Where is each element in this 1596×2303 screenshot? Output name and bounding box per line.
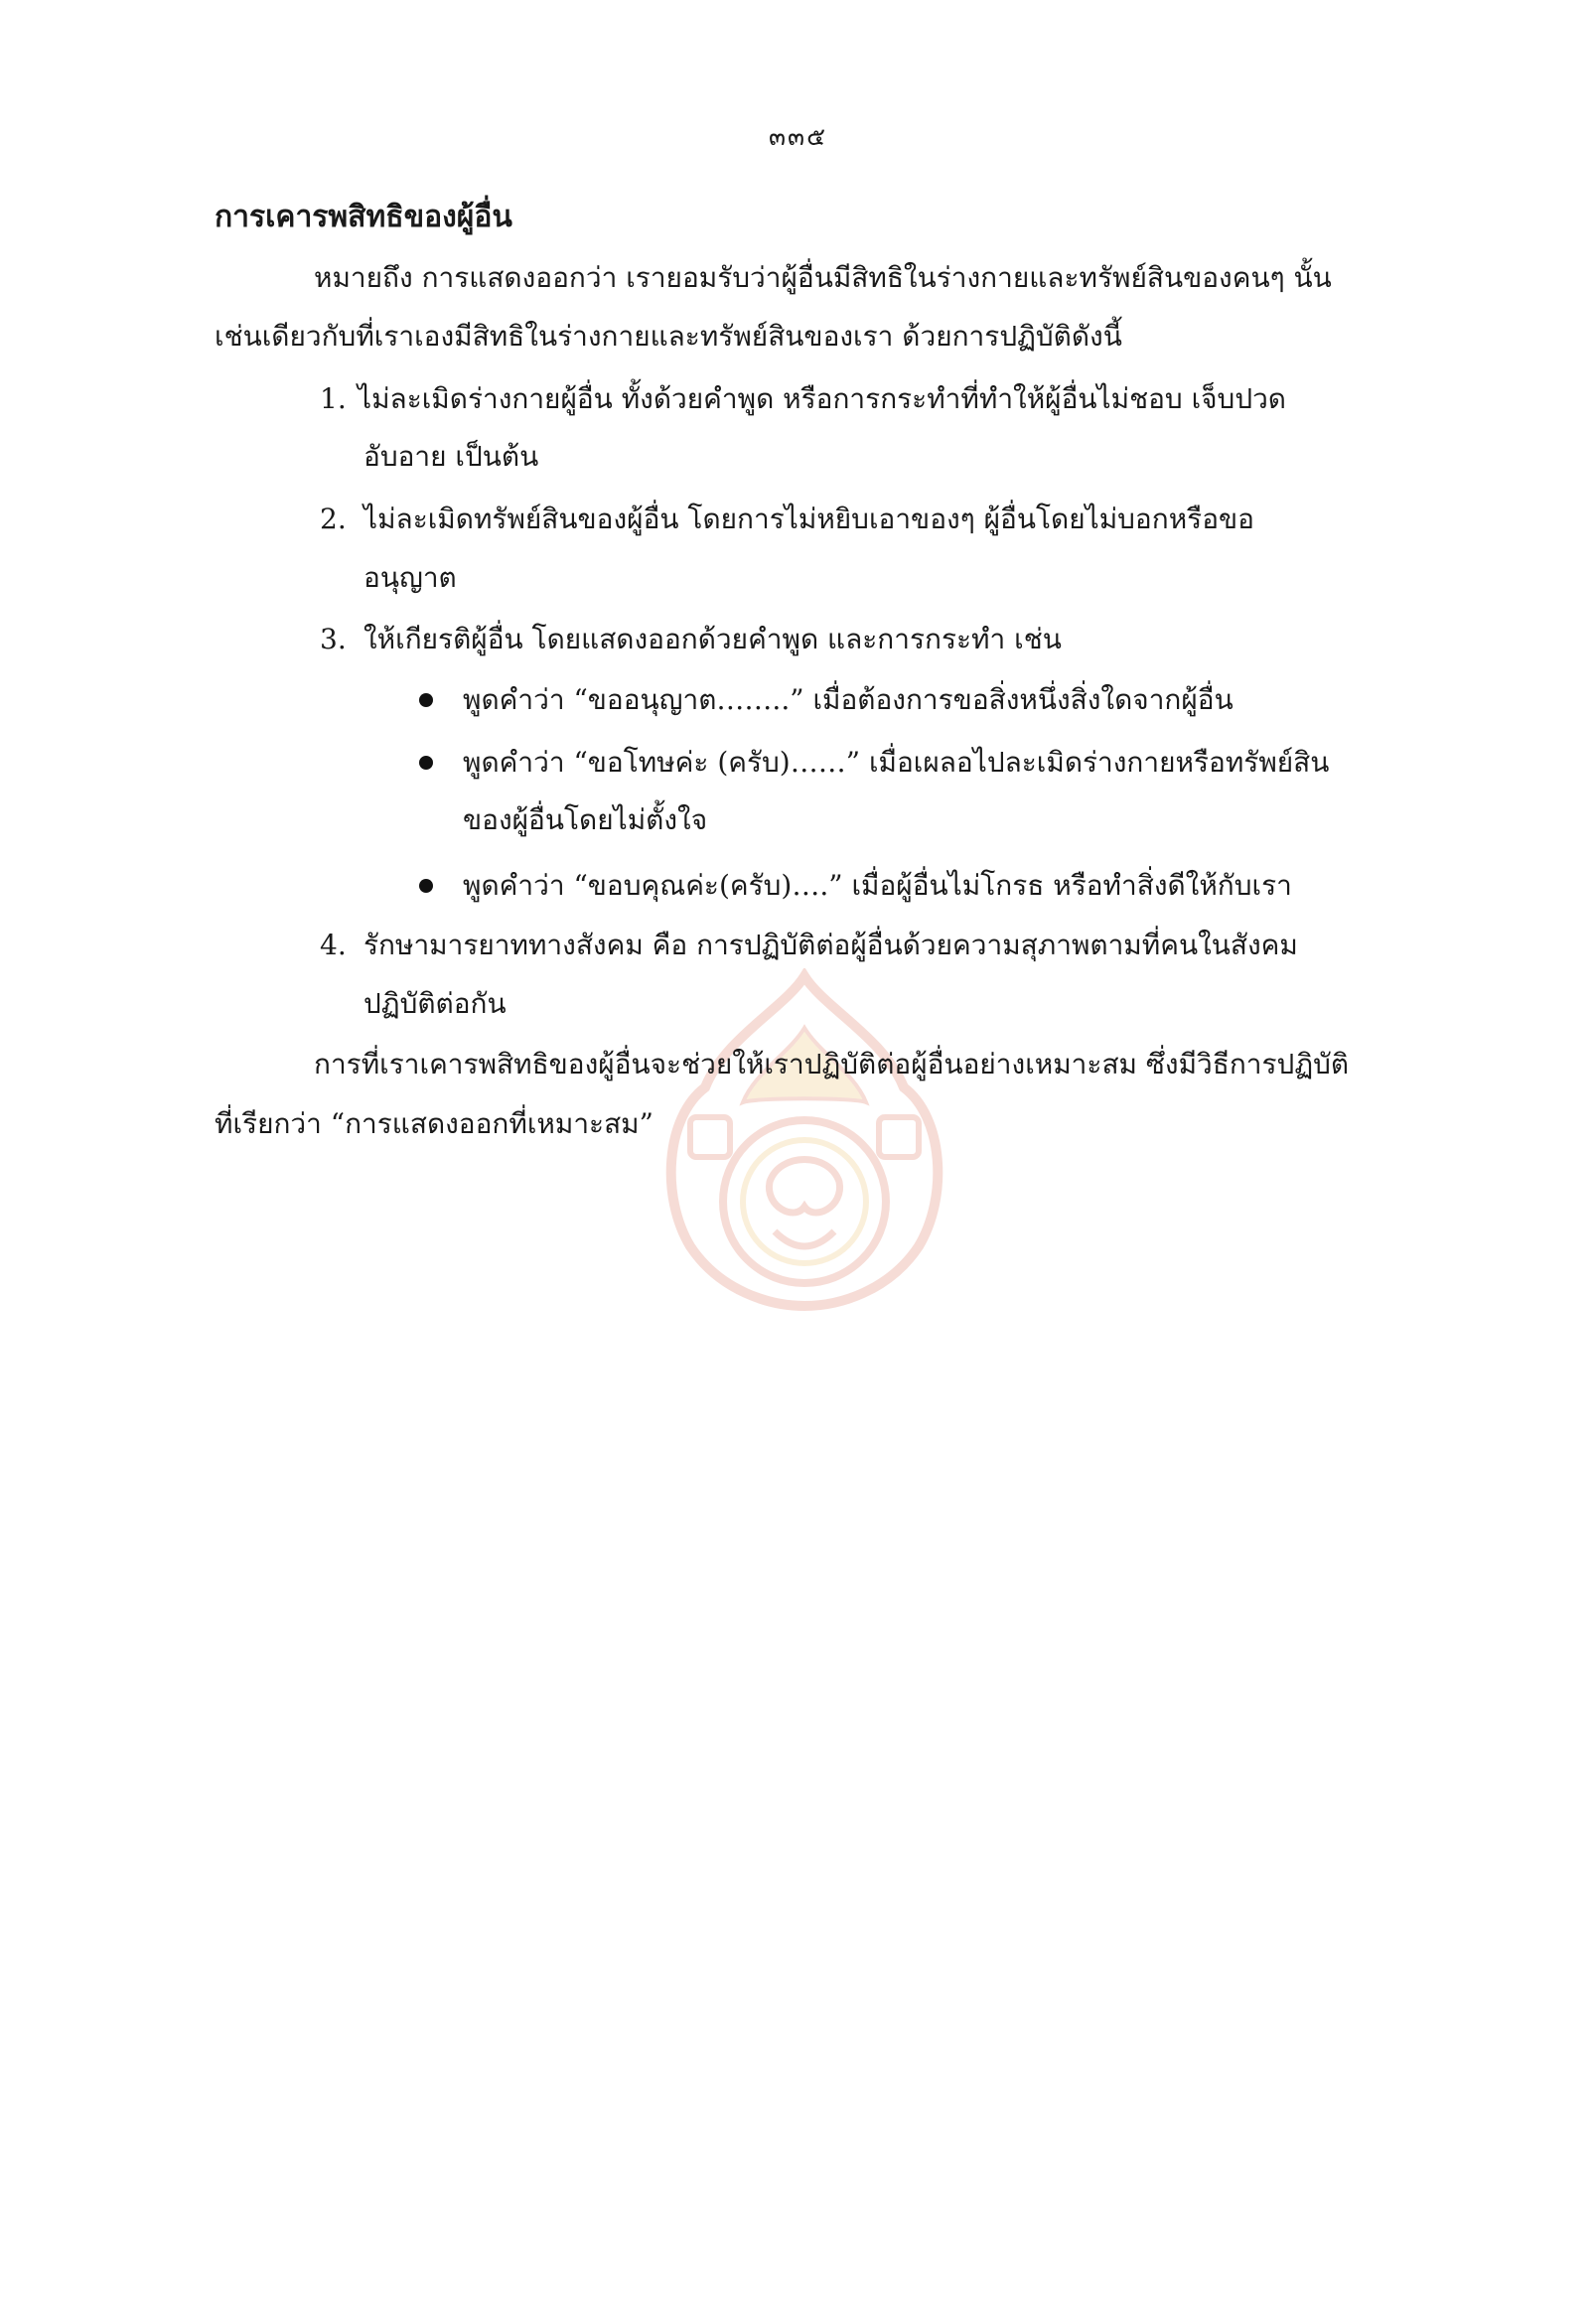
item-3-number: 3. xyxy=(320,623,347,655)
item-4-line-2: ปฏิบัติต่อกัน xyxy=(363,987,507,1020)
intro-line-1: หมายถึง การแสดงออกว่า เรายอมรับว่าผู้อื่นมีสิทธิในร่างกายและทรัพย์สินของคนๆ นั้น xyxy=(314,261,1332,294)
bullet-dot-icon xyxy=(419,756,433,770)
item-1-line-2: อับอาย เป็นต้น xyxy=(363,440,539,473)
item-3-line-1: ให้เกียรติผู้อื่น โดยแสดงออกด้วยคำพูด และการกระทำ เช่น xyxy=(363,623,1062,655)
item-2-line-1: ไม่ละเมิดทรัพย์สินของผู้อื่น โดยการไม่หยิบเอาของๆ ผู้อื่นโดยไม่บอกหรือขอ xyxy=(363,503,1254,535)
bullet-2-line-2: ของผู้อื่นโดยไม่ตั้งใจ xyxy=(463,803,708,836)
bullet-dot-icon xyxy=(419,879,433,893)
item-4-line-1: รักษามารยาททางสังคม คือ การปฏิบัติต่อผู้อื่นด้วยความสุภาพตามที่คนในสังคม xyxy=(363,929,1298,961)
bullet-dot-icon xyxy=(419,693,433,707)
section-heading: การเคารพสิทธิของผู้อื่น xyxy=(215,200,512,234)
page-number: ๓๓๕ xyxy=(768,122,828,151)
item-2-number: 2. xyxy=(320,503,347,535)
item-1-line-1: ไม่ละเมิดร่างกายผู้อื่น ทั้งด้วยคำพูด หรือการกระทำที่ทำให้ผู้อื่นไม่ชอบ เจ็บปวด xyxy=(358,382,1286,415)
bullet-2-line-1: พูดคำว่า “ขอโทษค่ะ (ครับ)……” เมื่อเผลอไปละเมิดร่างกายหรือทรัพย์สิน xyxy=(463,746,1330,779)
item-4-number: 4. xyxy=(320,929,347,961)
bullet-1-line-1: พูดคำว่า “ขออนุญาต……..” เมื่อต้องการขอสิ่งหนึ่งสิ่งใดจากผู้อื่น xyxy=(463,683,1233,716)
conclusion-line-2: ที่เรียกว่า “การแสดงออกที่เหมาะสม” xyxy=(215,1107,653,1140)
item-2-line-2: อนุญาต xyxy=(363,561,457,594)
item-1-number: 1. xyxy=(320,382,347,415)
bullet-3-line-1: พูดคำว่า “ขอบคุณค่ะ(ครับ)….” เมื่อผู้อื่นไม่โกรธ หรือทำสิ่งดีให้กับเรา xyxy=(463,869,1292,902)
seal-watermark-icon xyxy=(655,968,953,1311)
intro-line-2: เช่นเดียวกับที่เราเองมีสิทธิในร่างกายและทรัพย์สินของเรา ด้วยการปฏิบัติดังนี้ xyxy=(215,320,1122,353)
conclusion-line-1: การที่เราเคารพสิทธิของผู้อื่นจะช่วยให้เราปฏิบัติต่อผู้อื่นอย่างเหมาะสม ซึ่งมีวิธีการปฏิบัติ xyxy=(314,1048,1350,1080)
